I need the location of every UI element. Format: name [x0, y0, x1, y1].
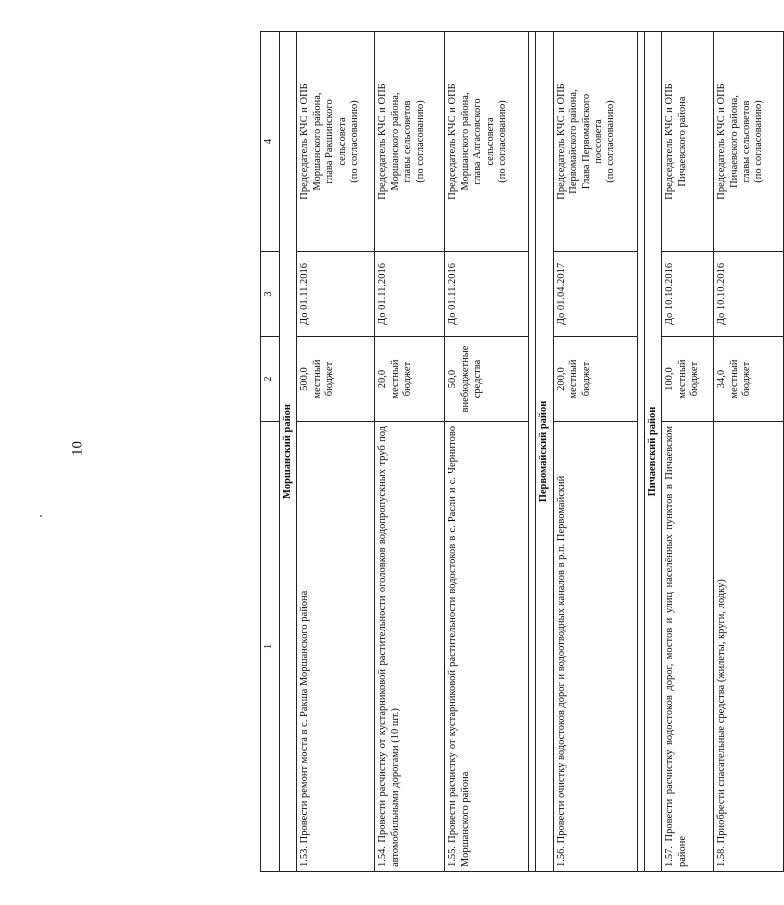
- table-row: [662, 32, 714, 872]
- scan-speck: [40, 515, 42, 517]
- table-row: [714, 32, 784, 872]
- deadline: До 10.10.2016: [662, 252, 714, 337]
- amount: 34,0: [716, 369, 728, 389]
- section-gap: [529, 32, 536, 872]
- amount: 20,0: [377, 369, 389, 389]
- amount: 500,0: [299, 367, 311, 391]
- deadline: До 10.10.2016: [714, 252, 784, 337]
- section-title: Первомайский район: [536, 32, 553, 872]
- responsible-line: главы сельсоветов: [740, 100, 752, 183]
- responsible-cell: [375, 32, 445, 252]
- section-gap: [637, 32, 644, 872]
- rotated-table-wrapper: [260, 32, 765, 872]
- amount: 50,0: [447, 369, 459, 389]
- measure-text: 1.54. Провести расчистку от кустарниковой растительности оголовков водопропускных труб под автомобильными дорогами (10 шт.): [375, 422, 445, 872]
- amount: 200,0: [555, 367, 567, 391]
- col-3-number: 3: [261, 252, 280, 337]
- amount-cell: [375, 337, 445, 422]
- amount-cell: [297, 337, 375, 422]
- responsible-line: (по согласованию): [605, 100, 617, 183]
- responsible-line: (по согласованию): [496, 100, 508, 183]
- responsible-cell: [714, 32, 784, 252]
- column-number-row: [261, 32, 280, 872]
- amount-cell: [662, 337, 714, 422]
- responsible-line: глава Алгасовского: [472, 98, 484, 185]
- responsible-line: Председатель КЧС и ОПБ: [664, 83, 676, 200]
- responsible-line: Председатель КЧС и ОПБ: [716, 83, 728, 200]
- page-number: 10: [69, 441, 86, 456]
- amount-cell: [445, 337, 529, 422]
- responsible-cell: [553, 32, 637, 252]
- responsible-line: сельсовета: [336, 117, 348, 166]
- table-row: [553, 32, 637, 872]
- funding-source: местный бюджет: [311, 359, 336, 399]
- amount-cell: [714, 337, 784, 422]
- col-4-number: 4: [261, 32, 280, 252]
- responsible-line: Моршанского района,: [389, 92, 401, 191]
- responsible-line: сельсовета: [484, 117, 496, 166]
- funding-source: местный бюджет: [676, 359, 700, 399]
- table-row: [445, 32, 529, 872]
- responsible-line: (по согласованию): [414, 100, 426, 183]
- funding-source: местный бюджет: [728, 359, 752, 399]
- responsible-line: Председатель КЧС и ОПБ: [447, 83, 459, 200]
- measure-text: 1.55. Провести расчистку от кустарниковой растительности водостоков в с. Расли и с. Чернитово Моршанского района: [445, 422, 529, 872]
- section-row-pervomaisky: [536, 32, 553, 872]
- responsible-line: глава Ракшинского: [324, 99, 336, 184]
- responsible-line: Пичаевского района: [676, 96, 688, 187]
- deadline: До 01.11.2016: [445, 252, 529, 337]
- measure-text: 1.56. Провести очистку водостоков дорог и водоотводных каналов в р.п. Первомайский: [553, 422, 637, 872]
- responsible-line: Моршанского района,: [311, 92, 323, 191]
- responsible-line: поссовета: [592, 119, 604, 164]
- deadline: До 01.11.2016: [375, 252, 445, 337]
- measure-text: 1.58. Приобрести спасательные средства (жилеты, круги, лодку): [714, 422, 784, 872]
- section-title: Моршанский район: [280, 32, 297, 872]
- deadline: До 01.11.2016: [297, 252, 375, 337]
- table-row: [297, 32, 375, 872]
- col-2-number: 2: [261, 337, 280, 422]
- funding-source: внебюджетные средства: [459, 345, 484, 413]
- section-row-morshansk: [280, 32, 297, 872]
- funding-source: местный бюджет: [389, 359, 414, 399]
- responsible-line: Глава Первомайского: [580, 93, 592, 190]
- responsible-line: (по согласованию): [348, 100, 360, 183]
- responsible-line: (по согласованию): [753, 100, 765, 183]
- responsible-cell: [445, 32, 529, 252]
- measure-text: 1.53. Провести ремонт моста в с. Ракша Моршанского района: [297, 422, 375, 872]
- table-row: [375, 32, 445, 872]
- col-1-number: 1: [261, 422, 280, 872]
- responsible-line: Председатель КЧС и ОПБ: [555, 83, 567, 200]
- measure-text: 1.57. Провести расчистку водостоков дорог, мостов и улиц населённых пунктов в Пичаевском районе: [662, 422, 714, 872]
- responsible-line: главы сельсоветов: [402, 100, 414, 183]
- responsible-line: Моршанского района,: [459, 92, 471, 191]
- amount: 100,0: [664, 367, 676, 391]
- responsible-line: Председатель КЧС и ОПБ: [377, 83, 389, 200]
- deadline: До 01.04.2017: [553, 252, 637, 337]
- measures-table: [260, 31, 784, 872]
- responsible-cell: [662, 32, 714, 252]
- amount-cell: [553, 337, 637, 422]
- responsible-line: Председатель КЧС и ОПБ: [299, 83, 311, 200]
- section-title: Пичаевский район: [644, 32, 661, 872]
- section-row-pichaevsky: [644, 32, 661, 872]
- responsible-line: Первомайского района,: [568, 89, 580, 194]
- funding-source: местный бюджет: [568, 359, 592, 399]
- responsible-line: Пичаевского района,: [728, 95, 740, 188]
- responsible-cell: [297, 32, 375, 252]
